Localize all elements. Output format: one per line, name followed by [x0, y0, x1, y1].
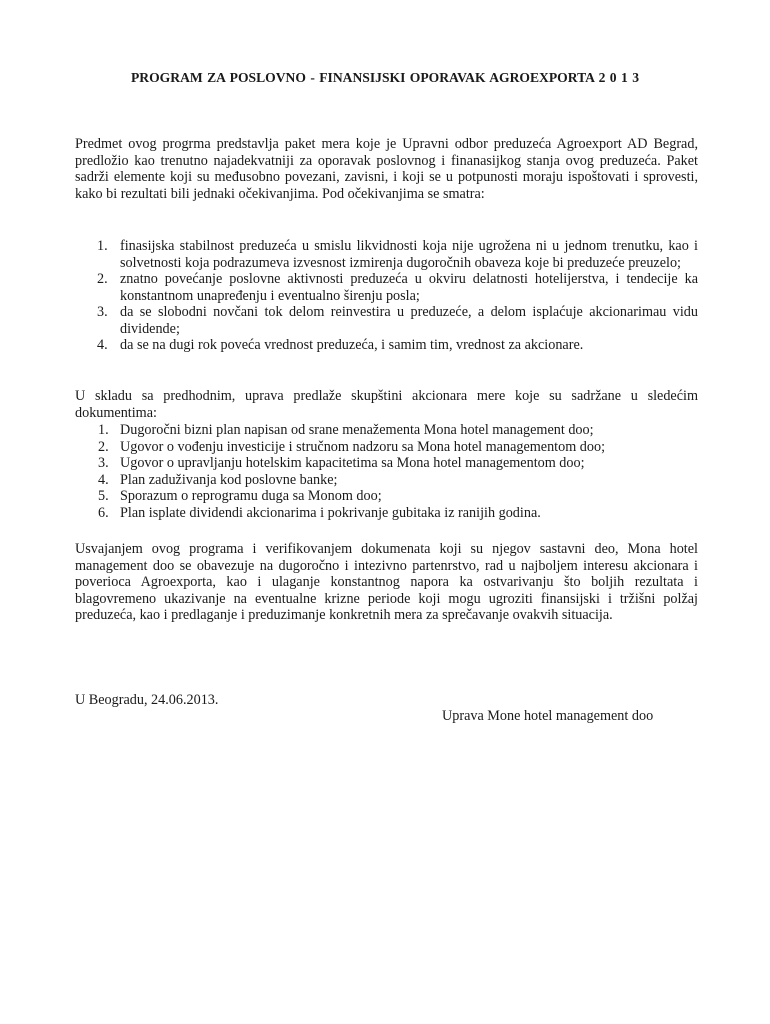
- list-item-text: Plan isplate dividendi akcionarima i pokrivanje gubitaka iz ranijih godina.: [120, 504, 541, 521]
- list-item-number: 1.: [98, 422, 109, 438]
- list-item-text: Ugovor o upravljanju hotelskim kapacitetima sa Mona hotel managementom doo;: [120, 455, 585, 471]
- list-item-number: 3.: [98, 455, 109, 471]
- list-item: [75, 472, 698, 489]
- commitment-paragraph: Usvajanjem ovog programa i verifikovanjem dokumenata koji su njegov sastavni deo, Mona hotel management doo se obavezuje na dugoročno i intezivno partenrstvo, rad u najboljem interesu akcionara i poverioca Agroexporta, kao i ulaganje konstantnog napora ka ostvarivanju što boljih rezultata i blagovremeno ukazivanje na eventualne krizne periode koji mogu ugroziti finansijski i tržišni polžaj preduzeća, kao i predlaganje i preduzimanje konkretnih mera za sprečavanje ovakvih situacija.: [75, 541, 698, 623]
- list-item: [75, 488, 698, 505]
- list-item: [75, 455, 698, 472]
- list-item-text: finasijska stabilnost preduzeća u smislu likvidnosti koja nije ugrožena ni u jednom trenutku, kao i solvetnosti koja podrazumeva izvesnost izmirenja dugoročnih obaveza koje bi preduzeće preuzelo;: [120, 238, 698, 271]
- date-line: U Beogradu, 24.06.2013.: [75, 692, 219, 708]
- list-item: [75, 422, 698, 439]
- list-item-text: Ugovor o vođenju investicije i stručnom nadzoru sa Mona hotel managementom doo;: [120, 438, 606, 455]
- expectations-list: [75, 238, 698, 354]
- list-item-number: 4.: [98, 471, 109, 488]
- list-item-number: 6.: [98, 504, 109, 521]
- intro-paragraph: Predmet ovog progrma predstavlja paket mera koje je Upravni odbor preduzeća Agroexport AD Begrad, predložio kao trenutno najadekvatniji za oporavak poslovnog i finanasijkog stanja ovog preduzeća. Paket sadrži elemente koji su međusobno povezani, zavisni, i koji se u potpunosti moraju ispoštovati i sprovesti, kako bi rezultati bili jednaki očekivanjima. Pod očekivanjima se smatra:: [75, 136, 698, 202]
- list-item-text: Sporazum o reprogramu duga sa Monom doo;: [120, 488, 382, 504]
- list-item: [75, 271, 698, 304]
- list-item-text: Dugoročni bizni plan napisan od srane menažementa Mona hotel management doo;: [120, 422, 594, 438]
- documents-list: [75, 422, 698, 521]
- list-item-number: 4.: [97, 337, 108, 353]
- list-item: [75, 337, 698, 354]
- list-item-text: znatno povećanje poslovne aktivnosti preduzeća u okviru delatnosti hotelijerstva, i tendecije ka konstantnom unapređenju i eventualno širenju posla;: [120, 271, 698, 304]
- list-item-text: Plan zaduživanja kod poslovne banke;: [120, 471, 338, 488]
- list-item-text: da se na dugi rok poveća vrednost preduzeća, i samim tim, vrednost za akcionare.: [120, 337, 584, 353]
- document-title: PROGRAM ZA POSLOVNO - FINANSIJSKI OPORAVAK AGROEXPORTA 2 0 1 3: [130, 70, 639, 85]
- list-item-number: 5.: [98, 488, 109, 504]
- list-item-number: 2.: [97, 271, 108, 287]
- list-item: [75, 439, 698, 456]
- list-item: [75, 505, 698, 522]
- list-item-number: 2.: [98, 438, 109, 455]
- list-item-text: da se slobodni novčani tok delom reinvestira u preduzeće, a delom isplaćuje akcionarimau vidu dividende;: [120, 304, 698, 337]
- list-item: [75, 238, 698, 271]
- signature-line: Uprava Mone hotel management doo: [442, 708, 654, 724]
- list-item-number: 1.: [97, 238, 108, 254]
- list-item: [75, 304, 698, 337]
- measures-paragraph: U skladu sa predhodnim, uprava predlaže skupštini akcionara mere koje su sadržane u sledećim dokumentima:: [75, 388, 698, 421]
- list-item-number: 3.: [97, 304, 108, 320]
